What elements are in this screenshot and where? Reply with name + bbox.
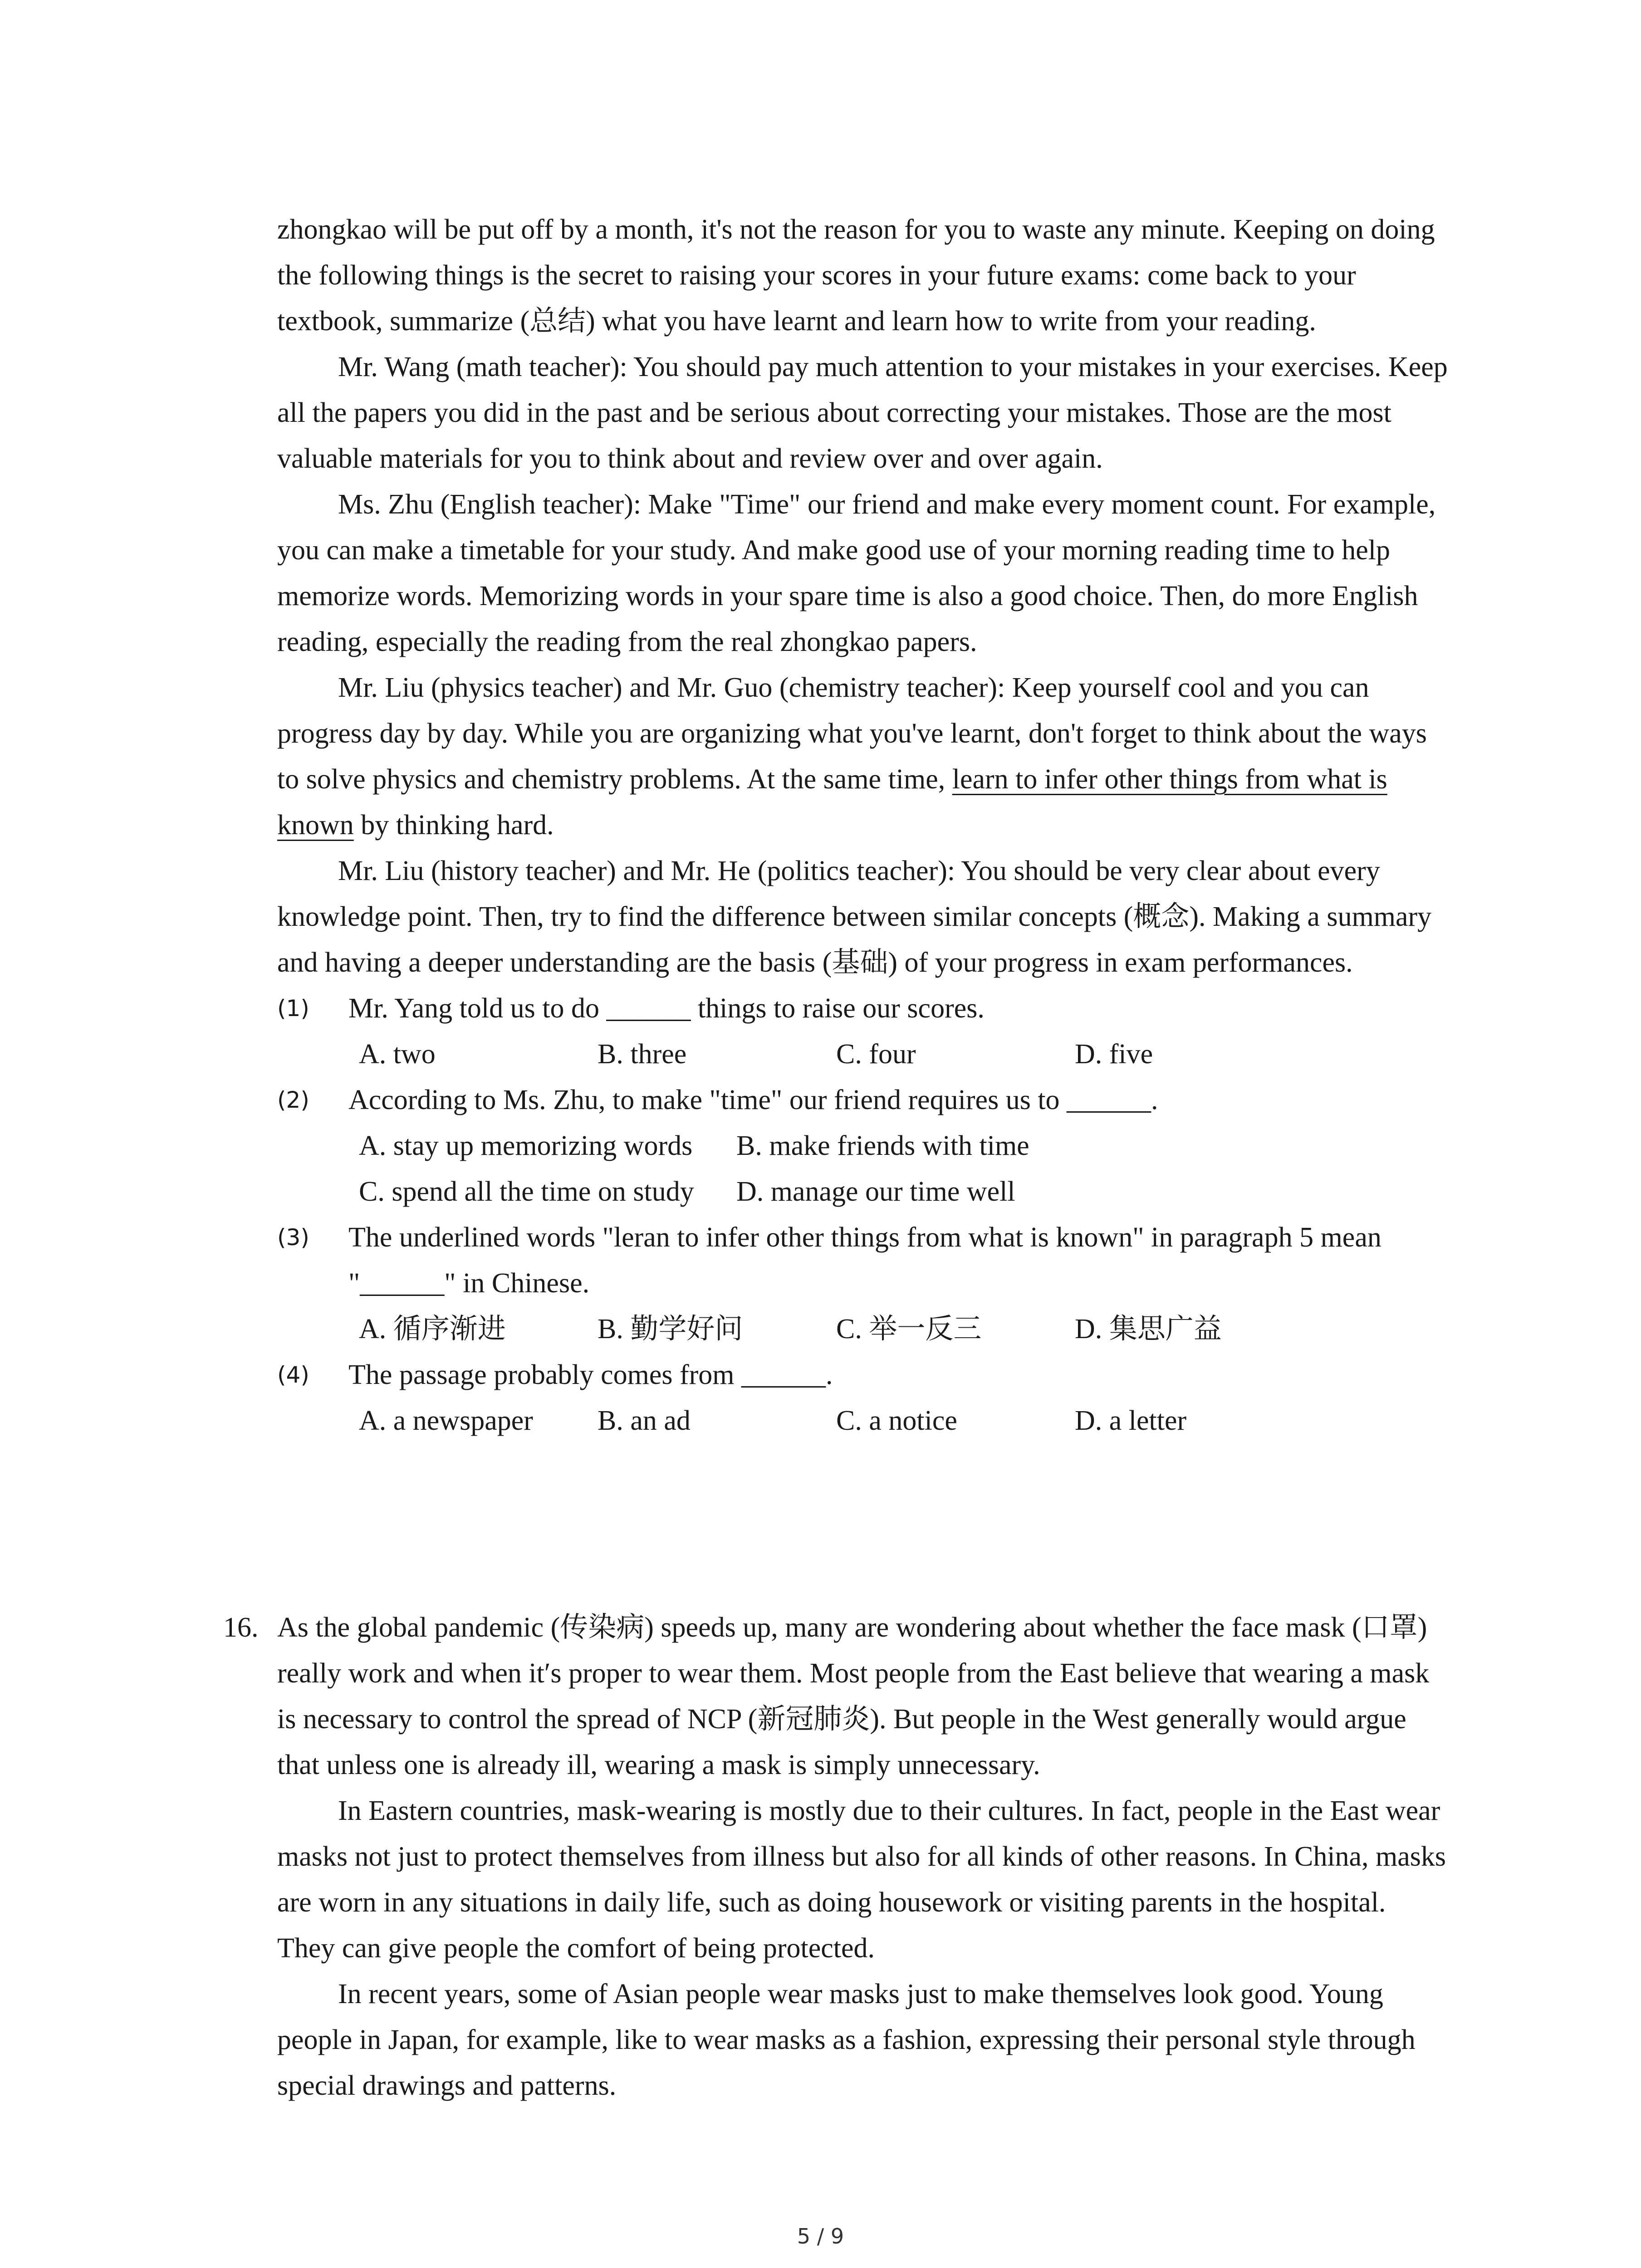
question-4-options: [277, 1398, 1448, 1444]
question-3: [277, 1215, 1448, 1306]
question-1-options: [277, 1031, 1448, 1077]
paragraph-math-teacher: Mr. Wang (math teacher): You should pay much attention to your mistakes in your exercises. Keep all the papers you did in the past and be serious about correcting your mistakes. Those are the most valuable materials for you to think about and review over and over again.: [277, 352, 1448, 474]
option-d: D. 集思广益: [1075, 1314, 1222, 1344]
paragraph-2: In Eastern countries, mask-wearing is mostly due to their cultures. In fact, people in the East wear masks not just to protect themselves from illness but also for all kinds of other reasons. In China, masks are worn in any situations in daily life, such as doing housework or visiting parents in the hospital. They can give people the comfort of being protected.: [277, 1795, 1446, 1964]
paragraph-1: As the global pandemic (传染病) speeds up, many are wondering about whether the face mask (口罩) really work and when it′s proper to wear them. Most people from the East believe that wearing a mask is necessary to control the spread of NCP (新冠肺炎). But people in the West generally would argue that unless one is already ill, wearing a mask is simply unnecessary.: [277, 1612, 1430, 1780]
paragraph-physics-chemistry-teachers: [277, 665, 1448, 848]
option-b: B. three: [598, 1039, 687, 1070]
question-number: (1): [277, 995, 309, 1022]
option-b: B. 勤学好问: [598, 1314, 743, 1344]
underlined-phrase: learn to infer other things from what is known: [277, 764, 1387, 841]
question-2: [277, 1077, 1448, 1123]
question-text: According to Ms. Zhu, to make "time" our friend requires us to ______.: [348, 1085, 1158, 1115]
question-4: [277, 1352, 1448, 1398]
question-text: The underlined words "leran to infer other things from what is known" in paragraph 5 mean "______" in Chinese.: [348, 1222, 1381, 1299]
question-text: Mr. Yang told us to do ______ things to raise our scores.: [348, 993, 985, 1024]
page-number: 5 / 9: [797, 2224, 844, 2248]
question-2-options-row-2: [277, 1169, 1448, 1215]
paragraph-1: zhongkao will be put off by a month, it's not the reason for you to waste any minute. Keeping on doing the following things is the secret to raising your scores in your future exams: come back to your textbook, summarize (总结) what you have learnt and learn how to write from your reading.: [277, 214, 1435, 337]
option-c: C. a notice: [836, 1405, 957, 1436]
option-a: A. stay up memorizing words: [359, 1130, 693, 1161]
option-d: D. five: [1075, 1039, 1153, 1070]
option-a: A. 循序渐进: [359, 1314, 506, 1344]
passage-16: [277, 1605, 1448, 2109]
option-d: D. manage our time well: [736, 1176, 1015, 1207]
passage-number: 16.: [223, 1612, 259, 1643]
paragraph-text: by thinking hard.: [353, 810, 554, 841]
question-number: (3): [277, 1224, 309, 1251]
option-c: C. 举一反三: [836, 1314, 982, 1344]
paragraph-history-politics-teachers: Mr. Liu (history teacher) and Mr. He (politics teacher): You should be very clear about every knowledge point. Then, try to find the difference between similar concepts (概念). Making a summary and having a deeper understanding are the basis (基础) of your progress in exam performances.: [277, 855, 1432, 978]
question-3-options: [277, 1306, 1448, 1352]
question-2-options-row-1: [277, 1123, 1448, 1169]
paragraph-text: Mr. Liu (physics teacher) and Mr. Guo (chemistry teacher): Keep yourself cool and you can progress day by day. While you are organizing what you've learnt, don't forget to think about the ways to solve physics and chemistry problems. At the same time,: [277, 672, 1427, 795]
option-b: B. an ad: [598, 1405, 691, 1436]
option-a: A. two: [359, 1039, 436, 1070]
passage-continued: [277, 207, 1448, 1444]
paragraph-3: In recent years, some of Asian people wear masks just to make themselves look good. Young people in Japan, for example, like to wear masks as a fashion, expressing their personal style through special drawings and patterns.: [277, 1979, 1416, 2101]
question-1: [277, 986, 1448, 1031]
question-number: (2): [277, 1087, 309, 1113]
option-c: C. spend all the time on study: [359, 1176, 694, 1207]
option-c: C. four: [836, 1039, 916, 1070]
option-b: B. make friends with time: [736, 1130, 1029, 1161]
paragraph-english-teacher: Ms. Zhu (English teacher): Make "Time" our friend and make every moment count. For example, you can make a timetable for your study. And make good use of your morning reading time to help memorize words. Memorizing words in your spare time is also a good choice. Then, do more English reading, especially the reading from the real zhongkao papers.: [277, 489, 1436, 657]
question-number: (4): [277, 1362, 309, 1388]
option-a: A. a newspaper: [359, 1405, 533, 1436]
option-d: D. a letter: [1075, 1405, 1187, 1436]
question-text: The passage probably comes from ______.: [348, 1359, 833, 1390]
